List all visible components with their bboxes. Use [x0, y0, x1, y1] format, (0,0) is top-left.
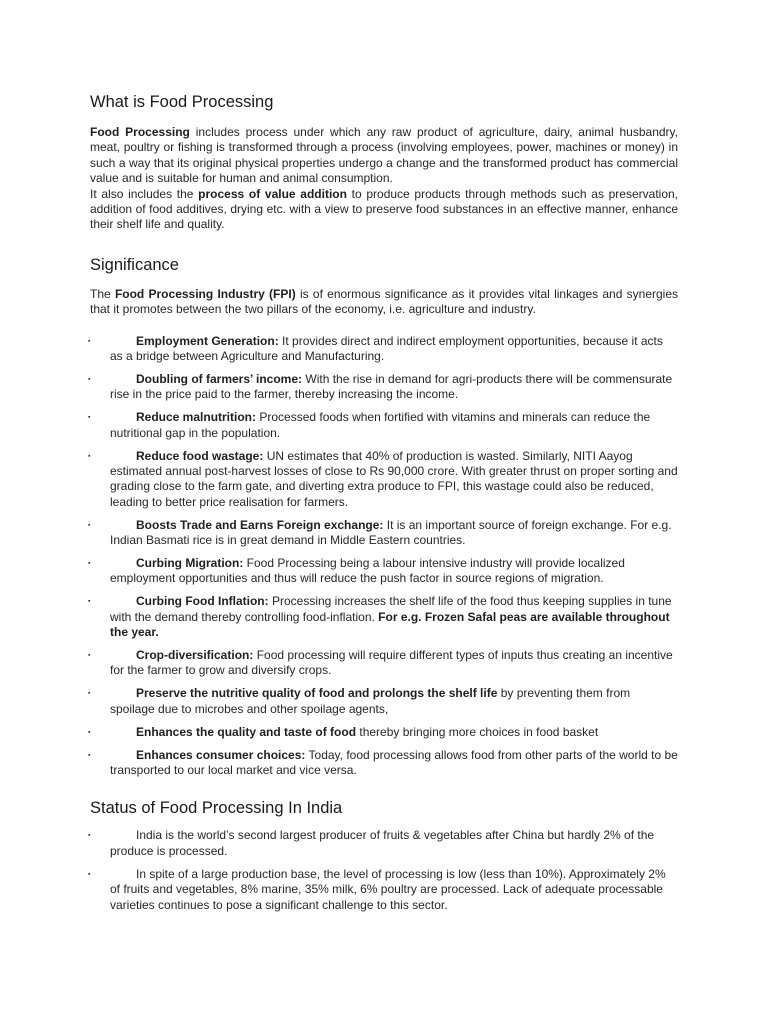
list-item-text: Processed foods when fortified with vitamins and minerals can reduce the nutritional gap in the population. — [110, 410, 651, 440]
list-item-text: Food Processing being a labour intensive industry will provide localized employment opportunities and thus will reduce the push factor in source regions of migration. — [110, 556, 625, 586]
list-item-text: With the rise in demand for agri-products there will be commensurate rise in the price paid to the farmer, thereby increasing the income. — [110, 371, 673, 402]
bullet-icon: ▪ — [88, 832, 91, 840]
status-list — [90, 828, 678, 913]
term-value-addition: process of value addition — [198, 186, 347, 201]
list-item-curbing-migration — [90, 556, 678, 587]
list-item-enhances-quality-taste — [90, 725, 678, 740]
list-item-doubling-income — [90, 372, 678, 403]
bullet-icon: ▪ — [88, 728, 91, 736]
term-fpi: Food Processing Industry (FPI) — [114, 286, 296, 301]
section-heading-status: Status of Food Processing In India — [90, 799, 343, 818]
bullet-icon: ▪ — [88, 521, 91, 529]
paragraph-fpi-intro — [90, 287, 678, 318]
bullet-icon: ▪ — [88, 652, 91, 660]
list-item-text: by preventing them from spoilage due to microbes and other spoilage agents, — [110, 686, 631, 716]
list-item-text: India is the world’s second largest producer of fruits & vegetables after China but hardly 2% of the produce is processed. — [110, 828, 655, 858]
list-item-text: Processing increases the shelf life of the food thus keeping supplies in tune with the demand thereby controlling food-inflation. — [110, 594, 672, 624]
list-item-title: Boosts Trade and Earns Foreign exchange: — [136, 517, 384, 532]
bullet-icon: ▪ — [88, 452, 91, 460]
paragraph-value-addition-text: to produce products through methods such as preservation, addition of food additives, drying etc. with a view to preserve food substances in an effective manner, enhance their shelf life and quality. — [90, 186, 679, 232]
list-item-processing-level — [90, 867, 678, 913]
list-item-title: Curbing Food Inflation: — [136, 594, 269, 609]
list-item-title: Reduce food wastage: — [136, 448, 264, 463]
paragraph-value-addition — [90, 187, 678, 233]
list-item-employment-generation — [90, 334, 678, 365]
significance-list — [90, 334, 678, 779]
list-item-example: For e.g. Frozen Safal peas are available throughout the year. — [110, 609, 670, 640]
list-item-title: Preserve the nutritive quality of food and prolongs the shelf life — [136, 686, 498, 701]
list-item-reduce-malnutrition — [90, 410, 678, 441]
list-item-title: Employment Generation: — [136, 333, 279, 348]
list-item-text: It is an important source of foreign exchange. For e.g. Indian Basmati rice is in great demand in Middle Eastern countries. — [110, 517, 672, 548]
bullet-icon: ▪ — [88, 598, 91, 606]
list-item-text: UN estimates that 40% of production is wasted. Similarly, NITI Aayog estimated annual post-harvest losses of close to Rs 90,000 crore. With greater thrust on proper sorting and grading close to the farm gate, and diverting extra produce to FPI, this wastage could also be reduced, leading to better price realisation for farmers. — [110, 448, 678, 509]
bullet-icon: ▪ — [88, 337, 91, 345]
list-item-fruits-vegetables-producer — [90, 828, 678, 859]
bullet-icon: ▪ — [88, 751, 91, 759]
bullet-icon: ▪ — [88, 375, 91, 383]
list-item-enhances-consumer-choices — [90, 748, 678, 779]
list-item-text: In spite of a large production base, the level of processing is low (less than 10%). Approximately 2% of fruits and vegetables, 8% marine, 35% milk, 6% poultry are processed. Lack of adequate processable varieties continues to pose a significant challenge to this sector. — [110, 866, 666, 912]
list-item-curbing-food-inflation — [90, 594, 678, 640]
list-item-text: Today, food processing allows food from other parts of the world to be transported to our local market and vice versa. — [110, 747, 678, 777]
section-heading-significance: Significance — [90, 255, 179, 274]
list-item-text: It provides direct and indirect employment opportunities, because it acts as a bridge between Agriculture and Manufacturing. — [110, 333, 663, 364]
list-item-boosts-trade — [90, 518, 678, 549]
bullet-icon: ▪ — [88, 870, 91, 878]
list-item-title: Doubling of farmers’ income: — [136, 371, 303, 386]
list-item-title: Curbing Migration: — [136, 556, 244, 571]
list-item-title: Reduce malnutrition: — [136, 410, 257, 425]
list-item-preserve-nutritive-quality — [90, 686, 678, 717]
paragraph-value-addition-pre: It also includes the — [90, 186, 199, 201]
bullet-icon: ▪ — [88, 414, 91, 422]
list-item-title: Enhances consumer choices: — [136, 747, 306, 762]
term-food-processing: Food Processing — [90, 125, 190, 139]
paragraph-fpi-intro-pre: The — [90, 286, 115, 301]
paragraph-fpi-intro-text: is of enormous significance as it provides vital linkages and synergies that it promotes between the two pillars of the economy, i.e. agriculture and industry. — [90, 286, 679, 317]
bullet-icon: ▪ — [88, 560, 91, 568]
paragraph-definition-text: includes process under which any raw product of agriculture, dairy, animal husbandry, meat, poultry or fishing is transformed through a process (involving employees, power, machines or money) in such a way that its original physical properties undergo a change and the transformed product has commercial value and is suitable for human and animal consumption. — [90, 125, 678, 186]
list-item-text: Food processing will require different types of inputs thus creating an incentive for the farmer to grow and diversify crops. — [110, 648, 673, 678]
list-item-reduce-food-wastage — [90, 449, 678, 511]
bullet-icon: ▪ — [88, 690, 91, 698]
list-item-text: thereby bringing more choices in food basket — [356, 724, 599, 739]
paragraph-definition — [90, 125, 678, 187]
section-heading-what-is-food-processing: What is Food Processing — [90, 93, 274, 111]
list-item-crop-diversification — [90, 648, 678, 679]
list-item-title: Crop-diversification: — [136, 648, 254, 663]
list-item-title: Enhances the quality and taste of food — [136, 724, 357, 739]
